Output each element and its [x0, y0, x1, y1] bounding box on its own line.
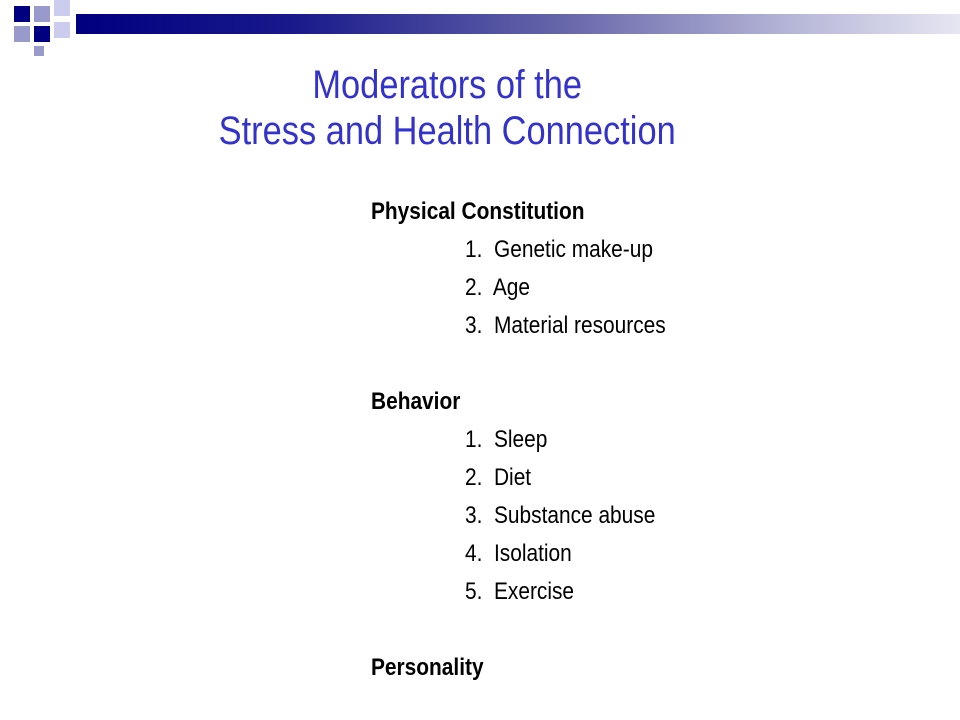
section-heading-personality: Personality	[371, 654, 484, 681]
corner-square-navy	[14, 6, 30, 22]
slide-title	[0, 62, 894, 154]
corner-square-navy-2	[34, 26, 50, 42]
header-gradient-bar	[76, 14, 960, 34]
list-item: 3. Substance abuse	[464, 502, 656, 529]
corner-square-lavender-2	[14, 26, 30, 42]
section-heading-behavior: Behavior	[371, 388, 461, 415]
corner-square-lavender	[34, 6, 50, 22]
list-item: 2. Age	[464, 274, 530, 301]
corner-square-lavender-3	[34, 46, 44, 56]
corner-square-light-2	[54, 22, 70, 38]
list-item: 2. Diet	[464, 464, 532, 491]
list-item: 1. Genetic make-up	[464, 236, 653, 263]
list-item: 5. Exercise	[464, 578, 575, 605]
list-item: 1. Sleep	[464, 426, 548, 453]
slide-title-line-1: Moderators of the	[312, 63, 583, 107]
spacer	[371, 611, 666, 649]
slide-title-line-2: Stress and Health Connection	[218, 109, 676, 153]
slide-body	[371, 193, 666, 687]
list-item: 4. Isolation	[464, 540, 572, 567]
spacer	[371, 345, 666, 383]
section-heading-physical-constitution: Physical Constitution	[371, 198, 585, 225]
list-item: 3. Material resources	[464, 312, 666, 339]
corner-square-light	[54, 0, 70, 16]
